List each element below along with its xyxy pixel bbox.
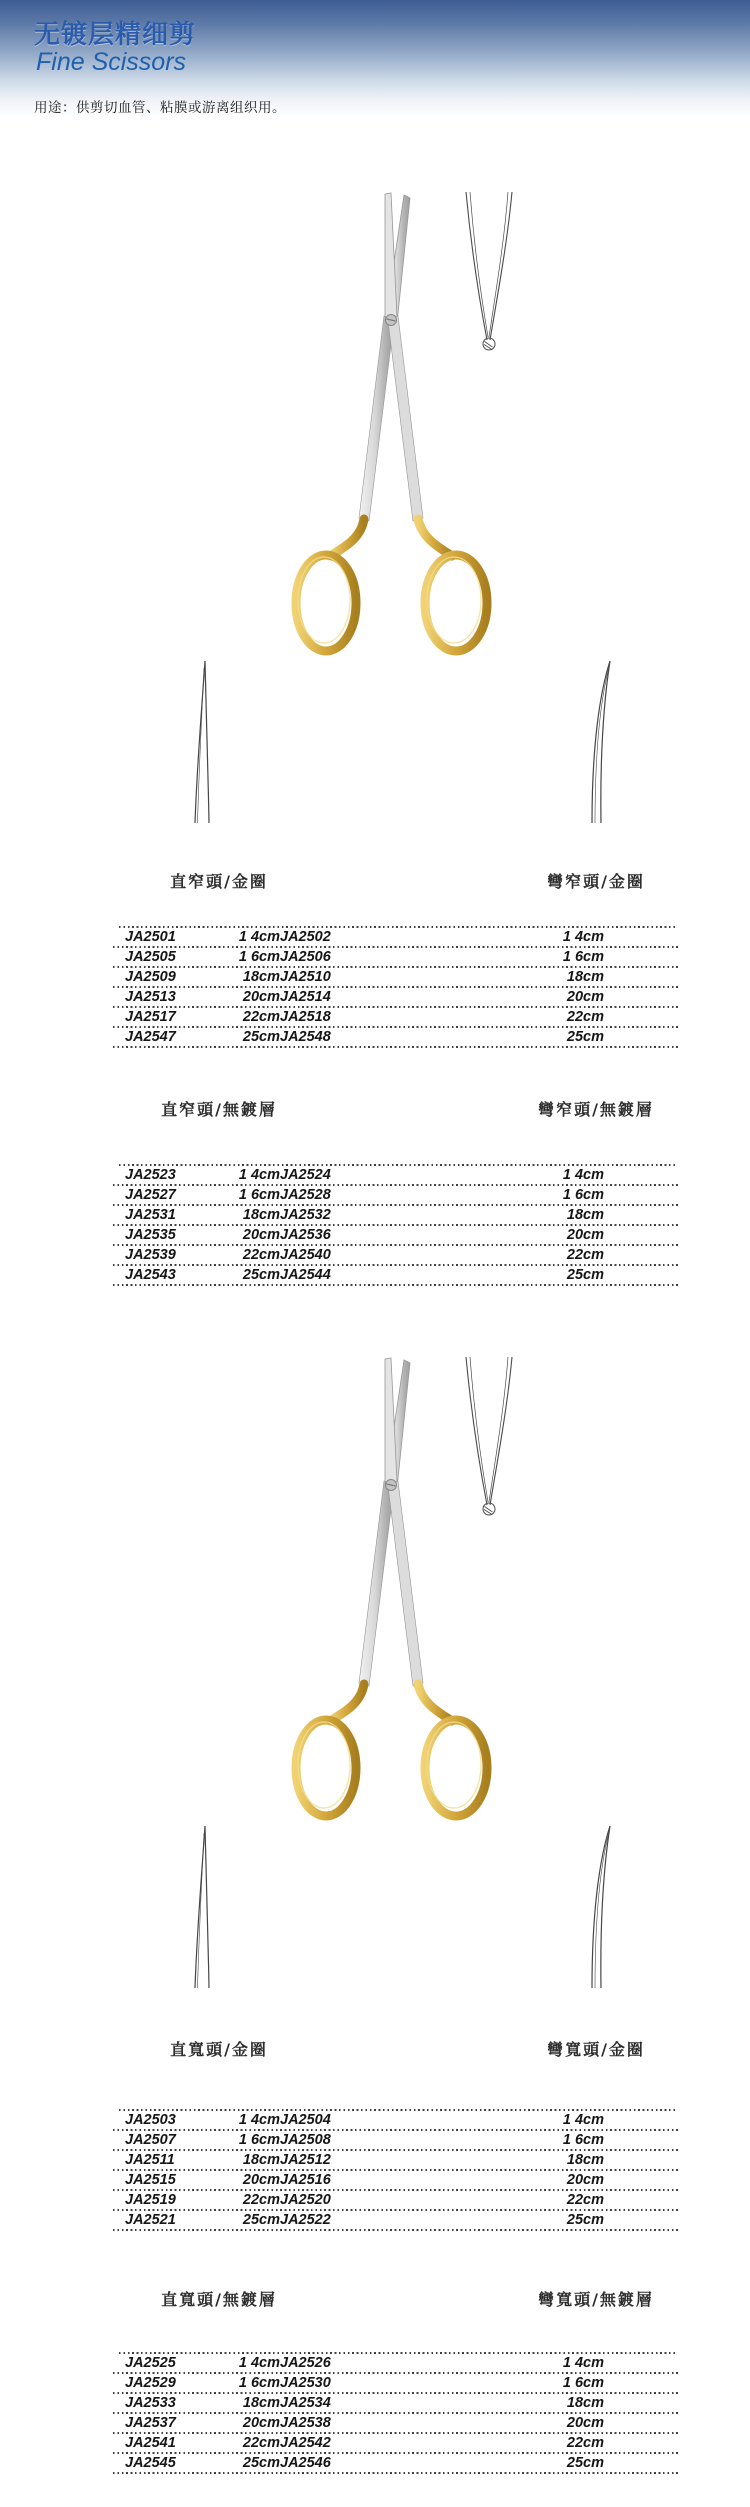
product-code: JA2543 [125, 1267, 176, 1283]
product-length: 25cm [242, 2212, 280, 2228]
product-code: JA2540 [280, 1247, 331, 1263]
product-code: JA2529 [125, 2375, 176, 2391]
section-title-straight-narrow-uncoated: 直窄頭/無鍍層 [161, 1100, 277, 1119]
product-length: 25cm [242, 1029, 280, 1045]
product-code: JA2546 [280, 2455, 331, 2471]
product-length: 1 4cm [562, 2112, 604, 2128]
product-length: 18cm [242, 1207, 280, 1223]
product-length: 1 6cm [238, 2375, 280, 2391]
product-code: JA2501 [125, 929, 176, 945]
product-length: 22cm [242, 2192, 280, 2208]
product-length: 1 6cm [238, 1187, 280, 1203]
straight-tip-diagram [191, 660, 217, 825]
product-length: 1 6cm [562, 2375, 604, 2391]
product-code: JA2513 [125, 989, 176, 1005]
product-length: 25cm [566, 2212, 604, 2228]
page-title-zh: 无镀层精细剪 [34, 19, 197, 49]
product-length: 18cm [242, 2395, 280, 2411]
product-length: 25cm [242, 1267, 280, 1283]
table-row [119, 1027, 675, 1047]
table-row [119, 1225, 675, 1245]
product-code: JA2509 [125, 969, 176, 985]
product-length: 20cm [566, 1227, 604, 1243]
product-length: 1 6cm [562, 949, 604, 965]
product-length: 20cm [242, 2172, 280, 2188]
product-length: 1 6cm [562, 2132, 604, 2148]
table-row [119, 2393, 675, 2413]
product-code: JA2502 [280, 929, 331, 945]
table-row [119, 1185, 675, 1205]
product-code: JA2511 [125, 2152, 175, 2168]
table-row [119, 2433, 675, 2453]
table-row [119, 2353, 675, 2373]
product-code: JA2527 [125, 1187, 176, 1203]
product-code: JA2541 [125, 2435, 176, 2451]
table-row [119, 2373, 675, 2393]
product-length: 1 4cm [238, 1167, 280, 1183]
product-code: JA2508 [280, 2132, 331, 2148]
table-row [119, 2413, 675, 2433]
product-code: JA2506 [280, 949, 331, 965]
product-code: JA2515 [125, 2172, 176, 2188]
product-code: JA2519 [125, 2192, 176, 2208]
section-title-curved-wide-uncoated: 彎寬頭/無鍍層 [538, 2290, 654, 2309]
table-row [119, 947, 675, 967]
table-row [119, 927, 675, 947]
product-code: JA2547 [125, 1029, 176, 1045]
scissors-open-tip-diagram [463, 1355, 515, 1523]
product-length: 1 4cm [562, 1167, 604, 1183]
product-table-3 [119, 2110, 675, 2230]
product-table-1 [119, 927, 675, 1047]
product-length: 18cm [242, 969, 280, 985]
product-length: 1 6cm [238, 2132, 280, 2148]
product-length: 22cm [242, 1009, 280, 1025]
table-row [119, 2453, 675, 2473]
product-code: JA2548 [280, 1029, 331, 1045]
scissors-open-tip-diagram [463, 190, 515, 358]
product-code: JA2525 [125, 2355, 176, 2371]
product-code: JA2518 [280, 1009, 331, 1025]
product-code: JA2523 [125, 1167, 176, 1183]
product-length: 18cm [566, 1207, 604, 1223]
table-row [119, 2150, 675, 2170]
section-title-curved-narrow-uncoated: 彎窄頭/無鍍層 [538, 1100, 654, 1119]
product-length: 20cm [566, 2172, 604, 2188]
product-length: 1 4cm [562, 929, 604, 945]
product-length: 20cm [242, 2415, 280, 2431]
table-row [119, 1007, 675, 1027]
table-row [119, 2170, 675, 2190]
product-length: 1 4cm [238, 2355, 280, 2371]
product-length: 22cm [566, 2192, 604, 2208]
product-code: JA2537 [125, 2415, 176, 2431]
product-length: 22cm [242, 1247, 280, 1263]
product-code: JA2532 [280, 1207, 331, 1223]
product-code: JA2507 [125, 2132, 176, 2148]
product-table-2 [119, 1165, 675, 1285]
product-code: JA2542 [280, 2435, 331, 2451]
section-title-straight-narrow-gold: 直窄頭/金圈 [170, 872, 268, 891]
product-length: 22cm [566, 1247, 604, 1263]
product-length: 1 4cm [238, 929, 280, 945]
product-code: JA2533 [125, 2395, 176, 2411]
usage-note: 用途：供剪切血管、粘膜或游离组织用。 [34, 100, 286, 115]
product-length: 20cm [242, 989, 280, 1005]
product-length: 18cm [242, 2152, 280, 2168]
product-code: JA2517 [125, 1009, 176, 1025]
product-length: 20cm [566, 989, 604, 1005]
product-length: 1 4cm [238, 2112, 280, 2128]
product-code: JA2538 [280, 2415, 331, 2431]
table-row [119, 1265, 675, 1285]
product-code: JA2530 [280, 2375, 331, 2391]
table-row [119, 967, 675, 987]
table-row [119, 987, 675, 1007]
product-code: JA2510 [280, 969, 331, 985]
curved-tip-diagram [584, 660, 618, 825]
product-code: JA2524 [280, 1167, 331, 1183]
product-code: JA2504 [280, 2112, 331, 2128]
product-code: JA2528 [280, 1187, 331, 1203]
product-length: 22cm [566, 1009, 604, 1025]
product-code: JA2531 [125, 1207, 176, 1223]
product-length: 25cm [242, 2455, 280, 2471]
product-code: JA2539 [125, 1247, 176, 1263]
product-code: JA2545 [125, 2455, 176, 2471]
section-title-curved-narrow-gold: 彎窄頭/金圈 [547, 872, 645, 891]
product-code: JA2503 [125, 2112, 176, 2128]
product-code: JA2536 [280, 1227, 331, 1243]
product-code: JA2544 [280, 1267, 331, 1283]
product-length: 22cm [566, 2435, 604, 2451]
table-row [119, 2130, 675, 2150]
product-code: JA2516 [280, 2172, 331, 2188]
product-code: JA2535 [125, 1227, 176, 1243]
product-length: 1 6cm [562, 1187, 604, 1203]
product-length: 25cm [566, 1029, 604, 1045]
product-code: JA2505 [125, 949, 176, 965]
product-code: JA2512 [280, 2152, 331, 2168]
table-row [119, 2210, 675, 2230]
product-code: JA2534 [280, 2395, 331, 2411]
product-code: JA2520 [280, 2192, 331, 2208]
product-length: 25cm [566, 2455, 604, 2471]
section-title-straight-wide-gold: 直寬頭/金圈 [170, 2040, 268, 2059]
product-length: 20cm [566, 2415, 604, 2431]
product-code: JA2522 [280, 2212, 331, 2228]
product-length: 18cm [566, 969, 604, 985]
product-length: 25cm [566, 1267, 604, 1283]
table-row [119, 1165, 675, 1185]
section-title-curved-wide-gold: 彎寬頭/金圈 [547, 2040, 645, 2059]
product-length: 18cm [566, 2152, 604, 2168]
product-code: JA2514 [280, 989, 331, 1005]
product-length: 18cm [566, 2395, 604, 2411]
product-code: JA2526 [280, 2355, 331, 2371]
page-title-en: Fine Scissors [36, 48, 187, 76]
section-title-straight-wide-uncoated: 直寬頭/無鍍層 [161, 2290, 277, 2309]
product-length: 22cm [242, 2435, 280, 2451]
table-row [119, 1205, 675, 1225]
product-table-4 [119, 2353, 675, 2473]
table-row [119, 2110, 675, 2130]
straight-tip-diagram [191, 1825, 217, 1990]
product-length: 1 4cm [562, 2355, 604, 2371]
table-row [119, 1245, 675, 1265]
product-length: 20cm [242, 1227, 280, 1243]
product-code: JA2521 [125, 2212, 176, 2228]
table-row [119, 2190, 675, 2210]
curved-tip-diagram [584, 1825, 618, 1990]
product-length: 1 6cm [238, 949, 280, 965]
